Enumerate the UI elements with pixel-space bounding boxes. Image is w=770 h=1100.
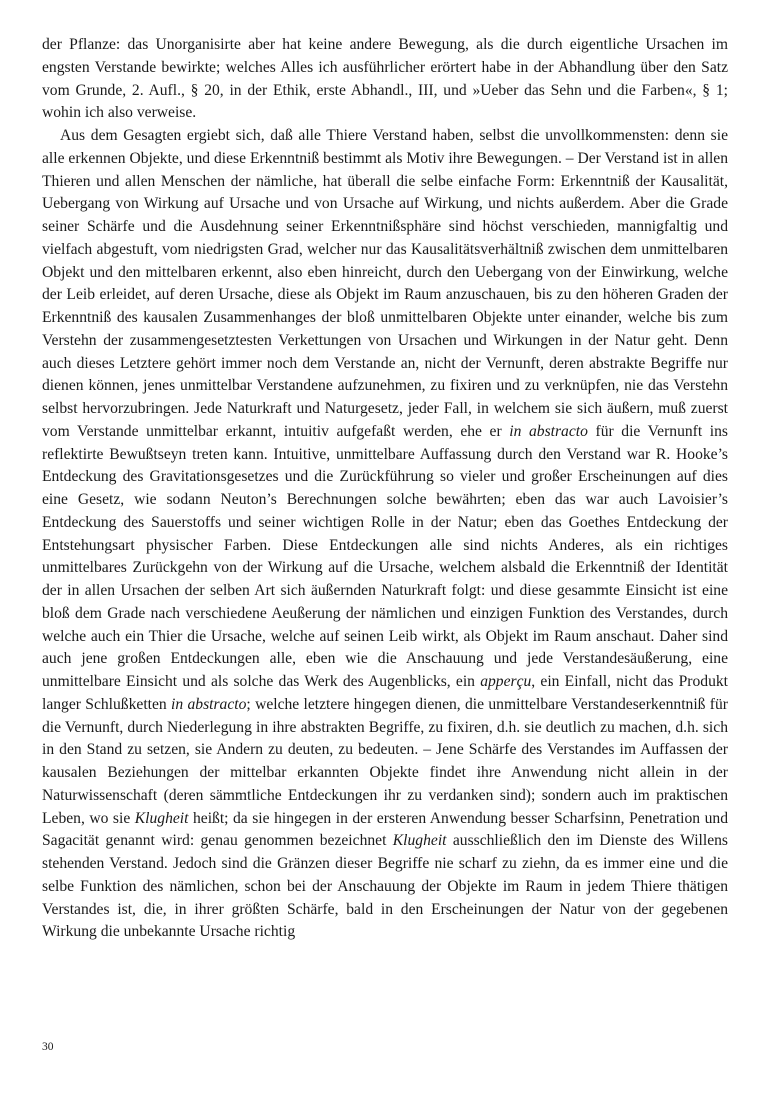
italic-term: in abstracto	[509, 422, 588, 440]
italic-term: Klugheit	[392, 832, 447, 850]
paragraph-2-text: für die Vernunft ins reflektirte Bewußtseyn treten kann. Intuitive, unmittelbare Auffassung durch den Verstand war R. Hooke’s Entdeckung des Gravitationsgesetzes und die Zurückführung so vieler und großer Erscheinungen auf dies eine Gesetz, wie sodann Neuton’s Berechnungen solche bewährten; eben das war auch Lavoisier’s Entdeckung des Sauerstoffs und seiner wichtigen Rolle in der Natur; eben das Goethes Entdeckung der Entstehungsart physischer Farben. Diese Entdeckungen alle sind nichts Anderes, als ein richtiges unmittelbares Zurückgehn von der Wirkung auf die Ursache, welchem alsbald die Erkenntniß der Identität der in allen Ursachen der selben Art sich äußernden Naturkraft folgt: und diese gesammte Einsicht ist eine bloß dem Grade nach verschiedene Aeußerung der nämlichen und einzigen Funktion des Verstandes, durch welche auch ein Thier die Ursache, welche auf seinen Leib wirkt, als Objekt im Raum anschaut. Daher sind auch jene großen Entdeckungen alle, eben wie die Anschauung und jede Verstandesäußerung, eine unmittelbare Einsicht und als solche das Werk des Augenblicks, ein	[42, 422, 728, 690]
paragraph-1-text: der Pflanze: das Unorganisirte aber hat keine andere Bewegung, als die durch eigentliche Ursachen im engsten Verstande bewirkte; welches Alles ich ausführlicher erörtert habe in der Abhandlung über den Satz vom Grunde, 2. Aufl., § 20, in der Ethik, erste Abhandl., III, und »Ueber das Sehn und die Farben«, § 1; wohin ich also verweise.	[42, 36, 728, 122]
paragraph-2-text: ; welche letztere hingegen dienen, die unmittelbare Verstandeserkenntniß für die Vernunft, durch Niederlegung in ihre abstrakten Begriffe, zu fixiren, d.h. sie deutlich zu machen, d.h. sich in den Stand zu setzen, sie Andern zu deuten, zu bedeuten. – Jene Schärfe des Verstandes im Auffassen der kausalen Beziehungen der mittelbar erkannten Objekte findet ihre Anwendung nicht allein in der Naturwissenschaft (deren sämmtliche Entdeckungen ihr zu verdanken sind); sondern auch im praktischen Leben, wo sie	[42, 695, 728, 827]
italic-term: in abstracto	[171, 695, 247, 713]
italic-term: apperçu	[480, 673, 532, 690]
paragraph-2-text: Aus dem Gesagten ergiebt sich, daß alle Thiere Verstand haben, selbst die unvollkommensten: denn sie alle erkennen Objekte, und diese Erkenntniß bestimmt als Motiv ihre Bewegungen. – Der Verstand ist in allen Thieren und allen Menschen der nämliche, hat überall die selbe einfache Form: Erkenntniß der Kausalität, Uebergang von Wirkung auf Ursache und von Ursache auf Wirkung, und nichts außerdem. Aber die Grade seiner Schärfe und die Ausdehnung seiner Erkenntnißsphäre sind höchst verschieden, mannigfaltig und vielfach abgestuft, vom niedrigsten Grad, welcher nur das Kausalitätsverhältniß zwischen dem unmittelbaren Objekt und den mittelbaren erkennt, also eben hinreicht, durch den Uebergang von der Einwirkung, welche der Leib erleidet, auf deren Ursache, diese als Objekt im Raum anzuschauen, bis zu den höheren Graden der Erkenntniß des kausalen Zusammenhanges der bloß unmittelbaren Objekte unter einander, welche bis zum Verstehn der zusammengesetztesten Verkettungen von Ursachen und Wirkungen in der Natur geht. Denn auch dieses Letztere gehört immer noch dem Verstande an, nicht der Vernunft, deren abstrakte Begriffe nur dienen können, jenes unmittelbar Verstandene aufzunehmen, zu fixiren und zu verknüpfen, nie das Verstehn selbst hervorzubringen. Jede Naturkraft und Naturgesetz, jeder Fall, in welchem sie sich äußern, muß zuerst vom Verstande unmittelbar erkannt, intuitiv aufgefaßt werden, ehe er	[42, 127, 728, 440]
paragraph-1	[42, 34, 728, 125]
page-body	[42, 34, 728, 944]
paragraph-2-text: ausschließlich den im Dienste des Willens stehenden Verstand. Jedoch sind die Gränzen dieser Begriffe nie scharf zu ziehn, da es immer eine und die selbe Funktion des nämlichen, schon bei der Anschauung der Objekte im Raum in jedem Thiere thätigen Verstandes ist, die, in ihrer größten Schärfe, bald in den Erscheinungen der Natur von der gegebenen Wirkung die unbekannte Ursache richtig	[42, 832, 728, 941]
paragraph-2	[42, 125, 728, 944]
page-number: 30	[42, 1041, 54, 1053]
paragraph-2-text: , ein Einfall, nicht das Produkt langer Schlußketten	[42, 673, 729, 713]
paragraph-2-text: heißt; da sie hingegen in der ersteren Anwendung besser Scharfsinn, Penetration und Sagacität genannt wird: genau genommen bezeichnet	[42, 809, 728, 850]
italic-term: Klugheit	[134, 809, 189, 827]
